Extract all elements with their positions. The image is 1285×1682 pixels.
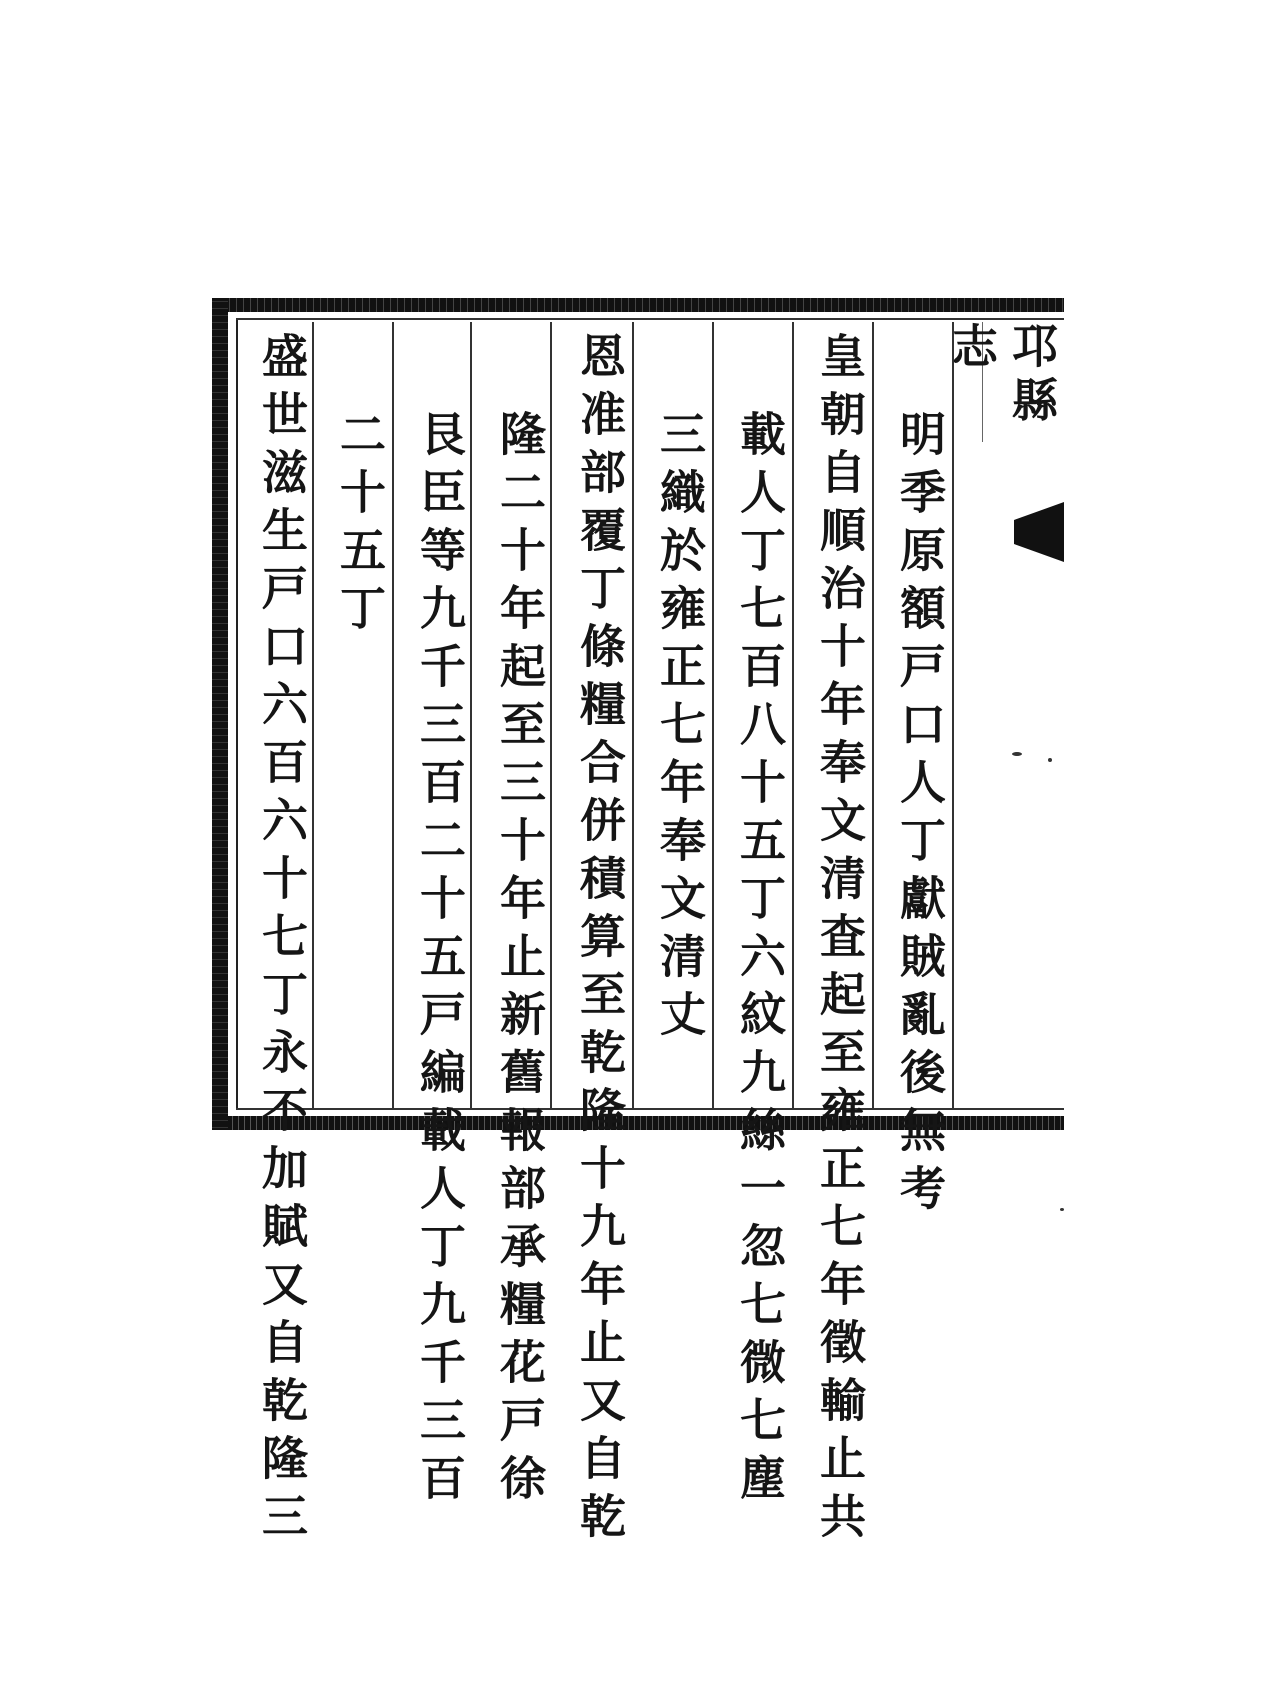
column-rule	[872, 322, 874, 1108]
text-column-1: 明季原額戸口人丁獻賊亂後無考	[893, 410, 947, 1222]
column-rule	[792, 322, 794, 1108]
text-column-4: 三織於雍正七年奉文清丈	[653, 410, 707, 1048]
scan-speck	[1012, 752, 1022, 756]
text-column-2: 皇朝自順治十年奉文清査起至雍正七年徵輸止共	[813, 332, 867, 1550]
column-rule	[312, 322, 314, 1108]
frame-inner-rule-top	[236, 318, 1064, 320]
column-rule	[952, 322, 954, 1108]
frame-inner-rule-left	[236, 318, 238, 1110]
column-rule	[470, 322, 472, 1108]
frame-border-top	[212, 298, 1064, 312]
column-rule	[712, 322, 714, 1108]
fishtail-mark	[1014, 502, 1064, 562]
column-rule	[392, 322, 394, 1108]
text-column-6: 隆二十年起至三十年止新舊報部承糧花戸徐	[493, 410, 547, 1512]
column-rule	[550, 322, 552, 1108]
text-column-5: 恩准部覆丁條糧合併積算至乾隆十九年止又自乾	[573, 332, 627, 1550]
frame-border-left	[212, 298, 228, 1130]
text-column-3: 載人丁七百八十五丁六紋九絲一忽七微七塵	[733, 410, 787, 1512]
column-rule	[632, 322, 634, 1108]
text-column-8: 二十五丁	[333, 410, 387, 642]
title-strip: 邛縣志	[945, 322, 1059, 430]
scan-speck	[1048, 758, 1052, 762]
scan-speck	[1060, 1208, 1064, 1211]
text-column-9: 盛世滋生戸口六百六十七丁永不加賦又自乾隆三	[255, 332, 309, 1550]
text-column-7: 艮臣等九千三百二十五戸編載人丁九千三百	[413, 410, 467, 1512]
